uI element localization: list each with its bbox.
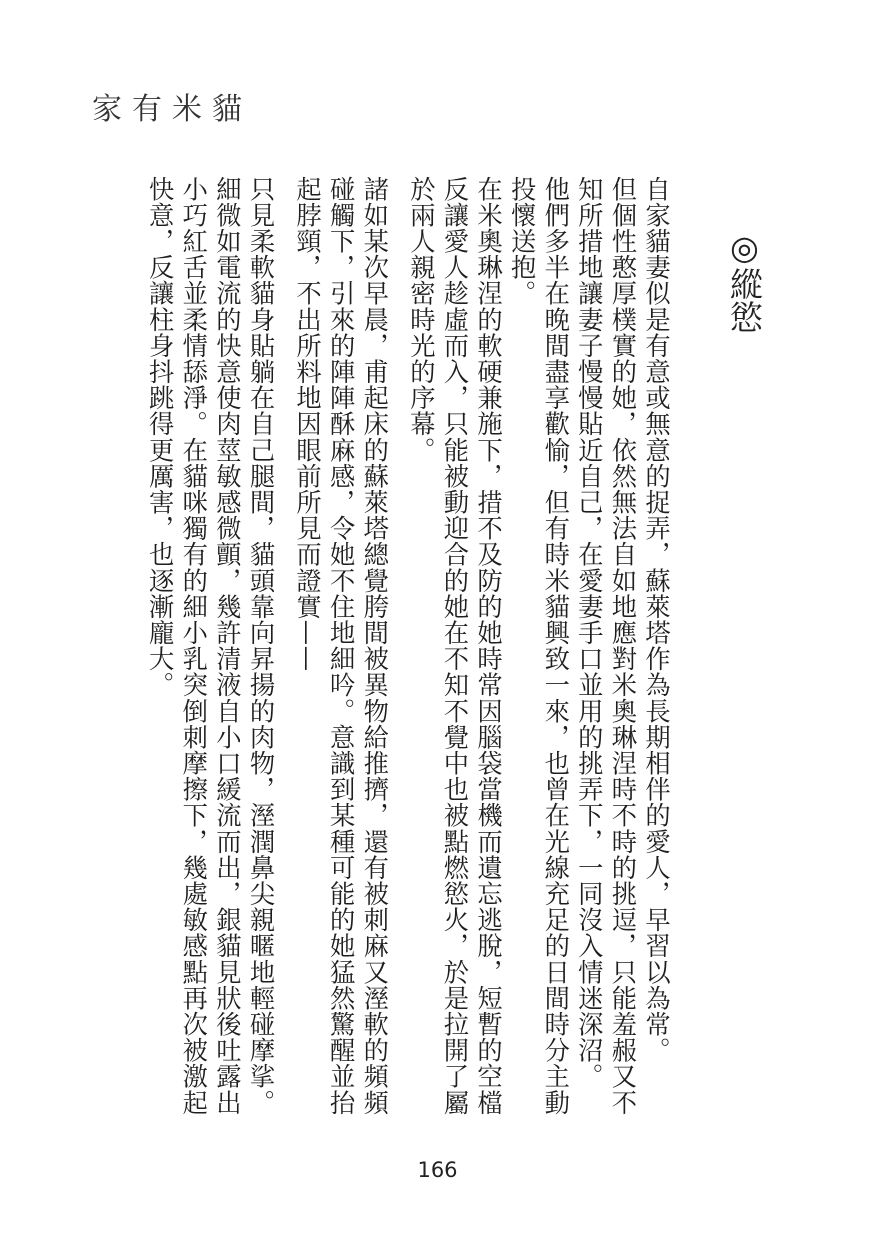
paragraph-4: 在米奧琳涅的軟硬兼施下，措不及防的她時常因腦袋當機而遺忘逃脫，短暫的空檔反讓愛人趁虛而入，只能被動迎合的她在不知不覺中也被點燃慾火，於是拉開了屬於兩人親密時光的序幕。: [406, 176, 504, 1116]
chapter-marker: ◎縱慾: [725, 228, 764, 333]
running-title: 家有米貓: [92, 92, 252, 127]
paragraph-2: 但個性憨厚樸實的她，依然無法自如地應對米奧琳涅時不時的挑逗，只能羞赧又不知所措地讓妻子慢慢貼近自己，在愛妻手口並用的挑弄下，一同沒入情迷深沼。: [574, 176, 638, 1116]
body-text: [143, 176, 673, 1136]
paragraph-1: 自家貓妻似是有意或無意的捉弄，蘇萊塔作為長期相伴的愛人，早習以為常。: [642, 176, 671, 1064]
page-number: 166: [417, 1158, 458, 1182]
paragraph-6: 只見柔軟貓身貼躺在自己腿間，貓頭靠向昇揚的肉物，溼潤鼻尖親暱地輕碰摩挲。: [246, 176, 276, 1116]
paragraph-7: 細微如電流的快意使肉莖敏感微顫，幾許清液自小口緩流而出，銀貓見狀後吐露出小巧紅舌並柔情舔淨。在貓咪獨有的細小乳突倒刺摩擦下，幾處敏感點再次被激起快意，反讓柱身抖跳得更厲害，也逐漸龐大。: [145, 176, 242, 1116]
paragraph-5: 諸如某次早晨，甫起床的蘇萊塔總覺胯間被異物給推擠，還有被刺麻又溼軟的頻頻碰觸下，引來的陣陣酥麻感，令她不住地細吟。意識到某種可能的她猛然驚醒並抬起脖頸，不出所料地因眼前所見而證實——: [293, 176, 390, 1116]
paragraph-3: 他們多半在晚間盡享歡愉，但有時米貓興致一來，也曾在光線充足的日間時分主動投懷送抱。: [507, 176, 571, 1116]
